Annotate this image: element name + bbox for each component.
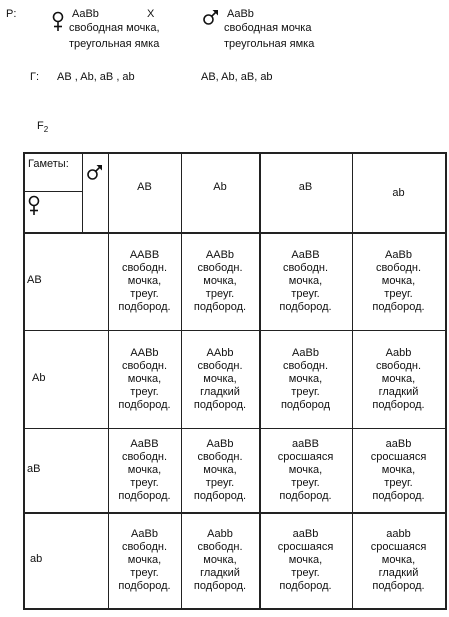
- table-cell: [181, 512, 259, 608]
- mother-gametes: AB , Ab, aB , ab: [57, 71, 135, 83]
- table-row-line: [23, 152, 447, 154]
- table-cell: [352, 232, 445, 330]
- father-gametes: AB, Ab, aB, ab: [201, 71, 273, 83]
- female-symbol-icon: [51, 11, 65, 33]
- table-cell: [352, 512, 445, 608]
- f2-letter: F: [37, 120, 44, 132]
- male-symbol-icon: [202, 8, 220, 26]
- mother-phenotype-line1: свободная мочка,: [69, 22, 160, 34]
- table-row-line: [23, 608, 447, 610]
- genotype-phenotype-text: AABb свободн. мочка, треуг. подбород.: [118, 346, 171, 411]
- genotype-phenotype-text: AaBb свободн. мочка, треуг. подбород: [280, 346, 331, 411]
- table-cell: [352, 428, 445, 512]
- genotype-phenotype-text: AaBB свободн. мочка, треуг. подбород.: [118, 437, 171, 502]
- genotype-phenotype-text: AaBb свободн. мочка, треуг. подбород.: [372, 248, 425, 313]
- table-cell: [108, 232, 181, 330]
- table-cell: [352, 330, 445, 428]
- row-header-2: Ab: [32, 372, 46, 384]
- table-cell: [259, 232, 352, 330]
- column-header-4: ab: [392, 187, 405, 199]
- table-cell: [181, 428, 259, 512]
- genotype-phenotype-text: aaBb сросшаяся мочка, треуг. подбород.: [277, 527, 334, 592]
- genotype-phenotype-text: aaBB сросшаяся мочка, треуг. подбород.: [277, 437, 334, 502]
- genotype-phenotype-text: AaBb свободн. мочка, треуг. подбород.: [193, 437, 247, 502]
- parents-label: P:: [6, 8, 17, 20]
- cross-sign: X: [147, 8, 155, 20]
- genotype-phenotype-text: AABb свободн. мочка, треуг. подбород.: [193, 248, 247, 313]
- row-header-1: AB: [27, 274, 42, 286]
- genotype-phenotype-text: AaBB свободн. мочка, треуг. подбород.: [279, 248, 332, 313]
- gametes-label: Г:: [30, 71, 40, 83]
- mother-genotype: AaBb: [72, 8, 99, 20]
- female-symbol-icon: [27, 195, 41, 217]
- f2-subscript: 2: [43, 125, 49, 134]
- father-genotype: AaBb: [227, 8, 254, 20]
- table-cell: [181, 330, 259, 428]
- gametes-corner-label: Гаметы:: [28, 158, 69, 170]
- column-header-2: Ab: [213, 181, 227, 193]
- genotype-phenotype-text: aaBb сросшаяся мочка, треуг. подбород.: [370, 437, 427, 502]
- table-cell: [108, 330, 181, 428]
- table-col-line: [445, 152, 447, 608]
- f2-heading: [37, 120, 48, 136]
- table-cell: [259, 330, 352, 428]
- genotype-phenotype-text: Aabb свободн. мочка, гладкий подбород.: [193, 527, 247, 592]
- corner-divider-vertical: [82, 152, 83, 232]
- table-col-line: [23, 152, 25, 608]
- genotype-phenotype-text: AaBb свободн. мочка, треуг. подбород.: [118, 527, 171, 592]
- father-phenotype-line2: треугольная ямка: [224, 38, 315, 50]
- table-cell: [259, 512, 352, 608]
- table-cell: [108, 428, 181, 512]
- column-header-3: aB: [298, 181, 313, 193]
- father-phenotype-line1: свободная мочка: [224, 22, 312, 34]
- row-header-4: ab: [30, 553, 43, 565]
- genotype-phenotype-text: AAbb свободн. мочка, гладкий подбород.: [193, 346, 247, 411]
- column-header-1: AB: [137, 181, 152, 193]
- mother-phenotype-line2: треугольная ямка: [69, 38, 160, 50]
- table-cell: [181, 232, 259, 330]
- table-cell: [108, 512, 181, 608]
- corner-divider-horizontal: [23, 191, 82, 192]
- genotype-phenotype-text: aabb сросшаяся мочка, гладкий подбород.: [370, 527, 427, 592]
- table-cell: [259, 428, 352, 512]
- male-symbol-icon: [86, 163, 104, 181]
- genotype-phenotype-text: AABB свободн. мочка, треуг. подбород.: [118, 248, 171, 313]
- genotype-phenotype-text: Aabb свободн. мочка, гладкий подбород.: [372, 346, 425, 411]
- row-header-3: aB: [27, 463, 41, 475]
